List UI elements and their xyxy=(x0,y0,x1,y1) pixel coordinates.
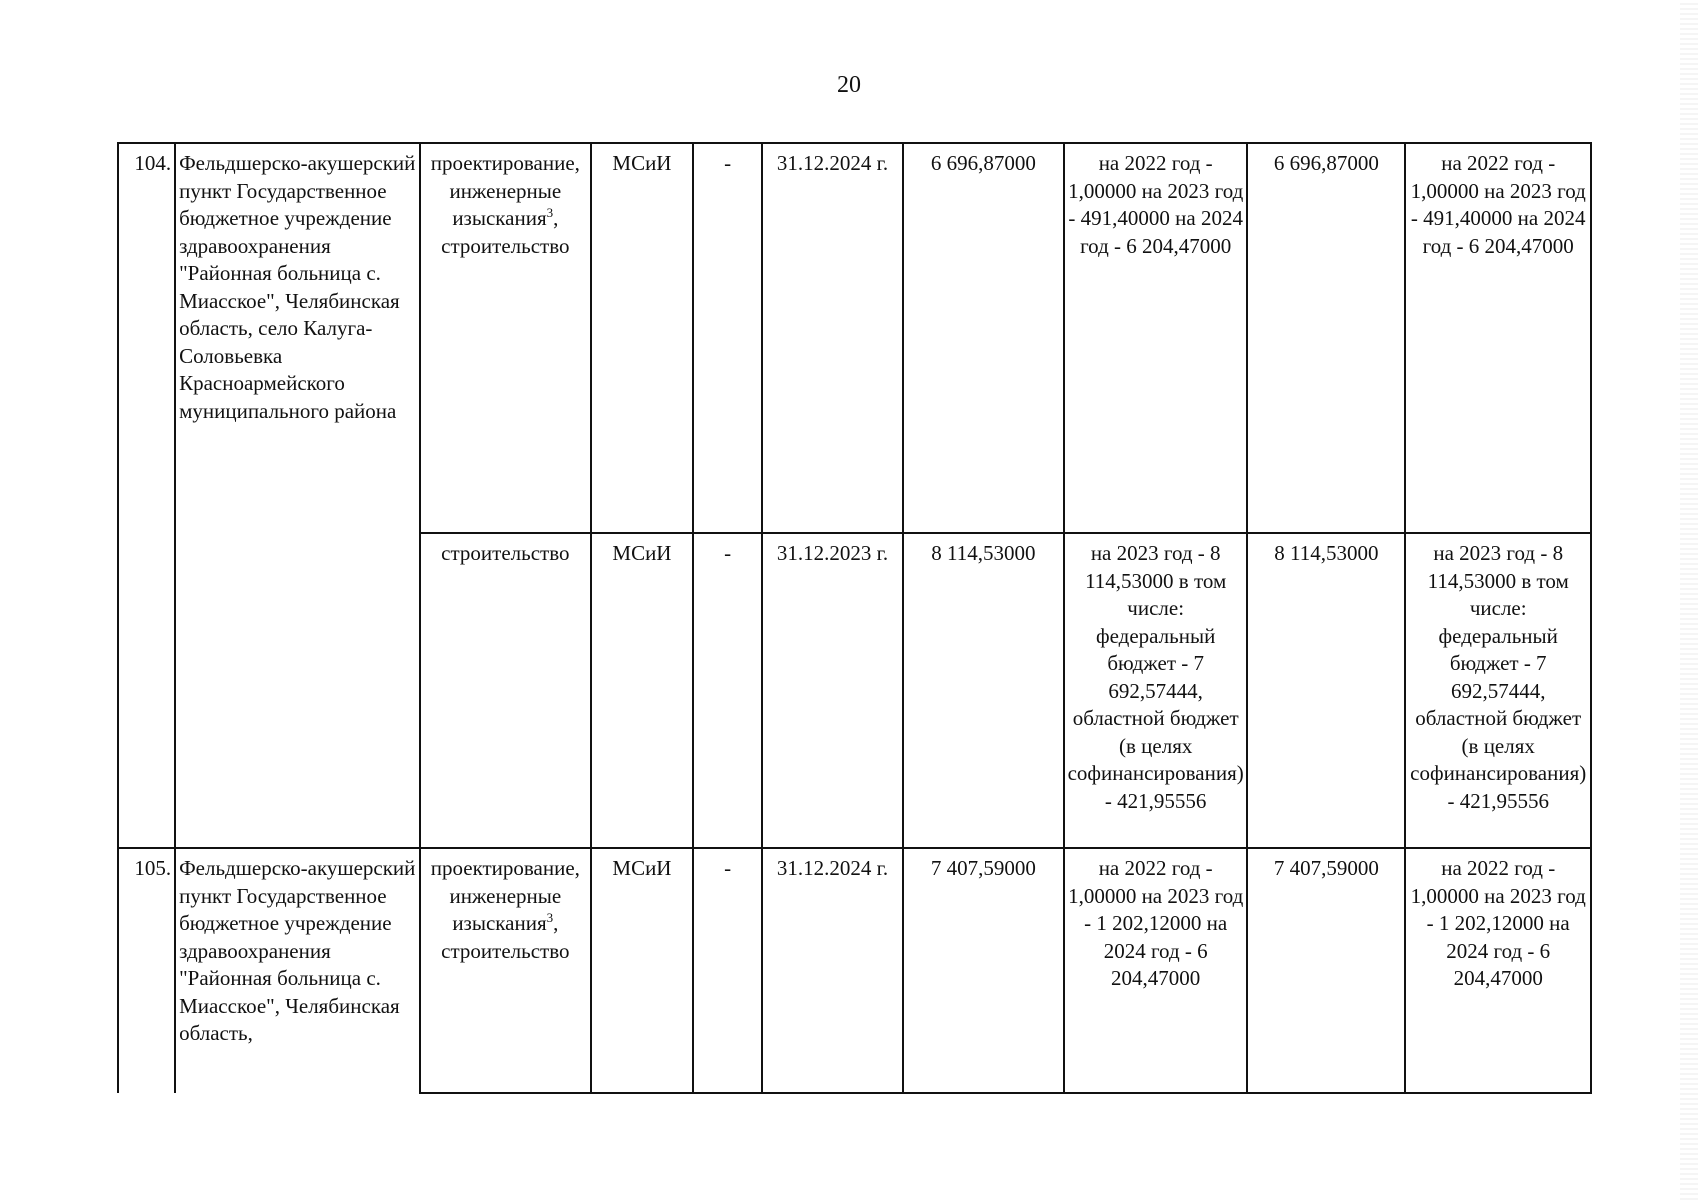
work-type-text: проектирование, инженерные изыскания xyxy=(430,151,580,230)
organization: МСиИ xyxy=(591,848,693,1093)
organization: МСиИ xyxy=(591,533,693,848)
total-amount: 7 407,59000 xyxy=(903,848,1064,1093)
work-type-text-tail: , строительство xyxy=(441,911,570,963)
footnote-marker: 3 xyxy=(546,910,554,925)
total-amount-2: 7 407,59000 xyxy=(1247,848,1405,1093)
page-number: 20 xyxy=(837,72,861,98)
footnote-marker: 3 xyxy=(546,205,554,220)
work-type-text: проектирование, инженерные изыскания xyxy=(430,856,580,935)
amount-breakdown-2: на 2022 год - 1,00000 на 2023 год - 491,40000 на 2024 год - 6 204,47000 xyxy=(1405,143,1591,533)
object-name: Фельдшерско-акушерский пункт Государственное бюджетное учреждение здравоохранения "Районная больница с. Миасское", Челябинская область, xyxy=(175,848,420,1093)
row-number: 105. xyxy=(118,848,175,1093)
total-amount-2: 6 696,87000 xyxy=(1247,143,1405,533)
dash-cell: - xyxy=(693,848,762,1093)
total-amount-2: 8 114,53000 xyxy=(1247,533,1405,848)
object-name: Фельдшерско-акушерский пункт Государственное бюджетное учреждение здравоохранения "Районная больница с. Миасское", Челябинская область, село Калуга-Соловьевка Красноармейского муниципального района xyxy=(175,143,420,848)
dash-cell: - xyxy=(693,143,762,533)
work-type xyxy=(420,848,591,1093)
deadline-date: 31.12.2024 г. xyxy=(762,848,903,1093)
total-amount: 6 696,87000 xyxy=(903,143,1064,533)
row-number: 104. xyxy=(118,143,175,848)
amount-breakdown: на 2022 год - 1,00000 на 2023 год - 1 202,12000 на 2024 год - 6 204,47000 xyxy=(1064,848,1247,1093)
work-type xyxy=(420,143,591,533)
total-amount: 8 114,53000 xyxy=(903,533,1064,848)
deadline-date: 31.12.2023 г. xyxy=(762,533,903,848)
dash-cell: - xyxy=(693,533,762,848)
organization: МСиИ xyxy=(591,143,693,533)
table-row xyxy=(118,848,1591,1093)
table-row xyxy=(118,143,1591,533)
amount-breakdown-2: на 2022 год - 1,00000 на 2023 год - 1 202,12000 на 2024 год - 6 204,47000 xyxy=(1405,848,1591,1093)
amount-breakdown: на 2023 год - 8 114,53000 в том числе: федеральный бюджет - 7 692,57444, областной бюджет (в целях софинансирования) - 421,95556 xyxy=(1064,533,1247,848)
work-type-text-tail: , строительство xyxy=(441,206,570,258)
scan-edge-strip xyxy=(1680,0,1698,1200)
deadline-date: 31.12.2024 г. xyxy=(762,143,903,533)
amount-breakdown-2: на 2023 год - 8 114,53000 в том числе: федеральный бюджет - 7 692,57444, областной бюджет (в целях софинансирования) - 421,95556 xyxy=(1405,533,1591,848)
amount-breakdown: на 2022 год - 1,00000 на 2023 год - 491,40000 на 2024 год - 6 204,47000 xyxy=(1064,143,1247,533)
objects-table xyxy=(117,142,1592,1094)
work-type: строительство xyxy=(420,533,591,848)
